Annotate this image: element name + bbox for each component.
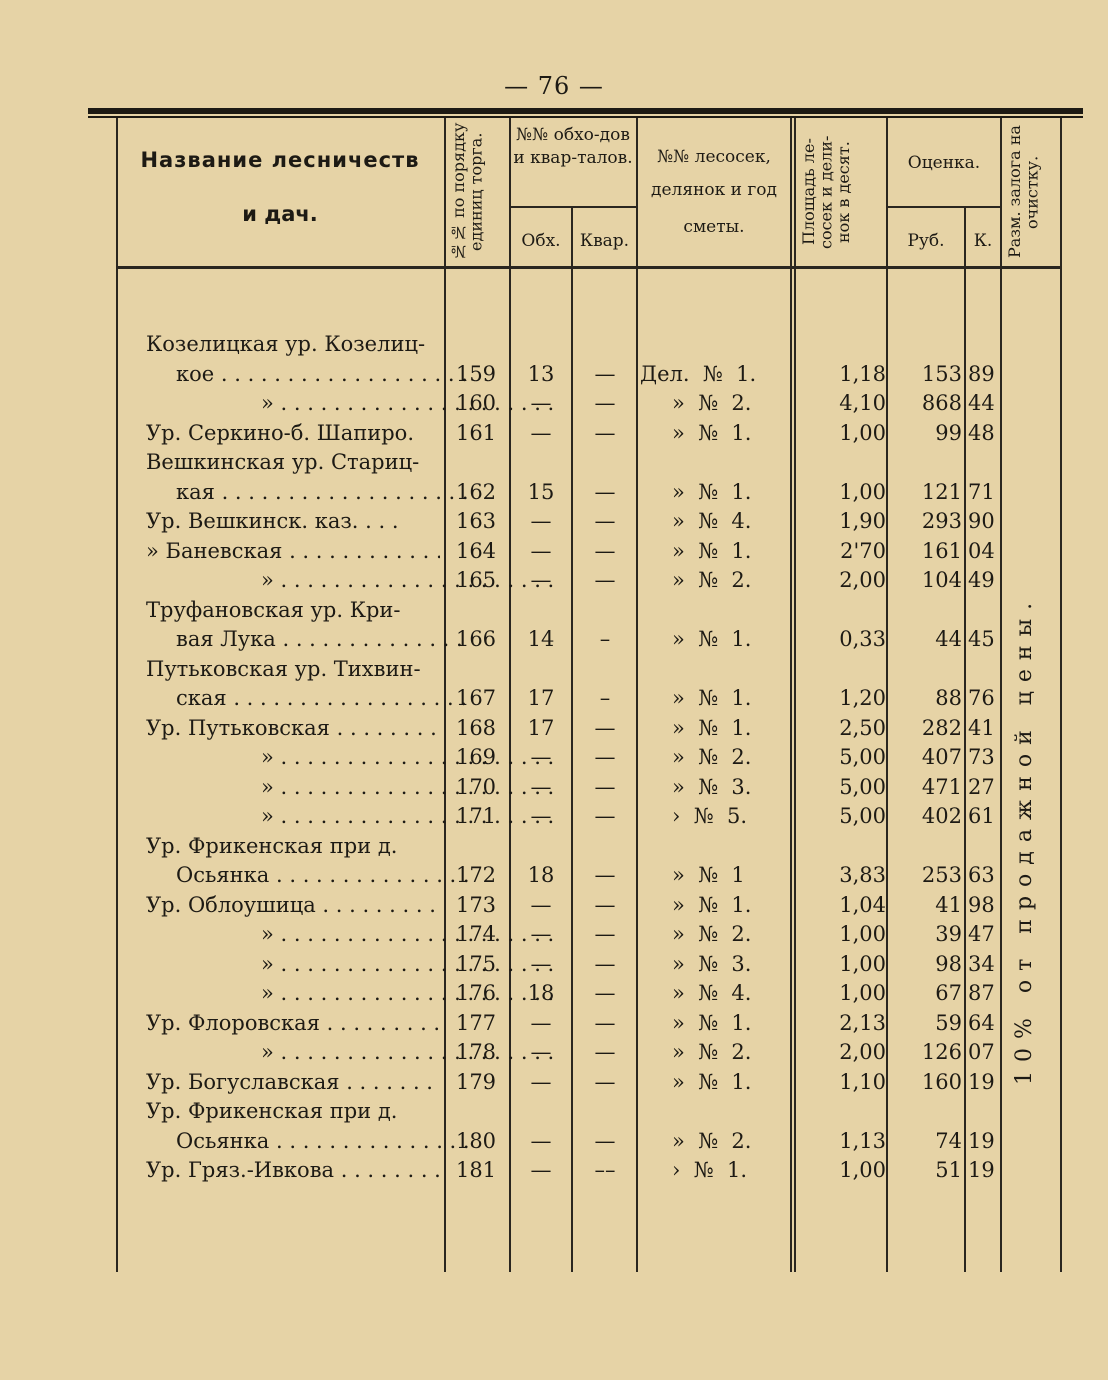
- row-obhod: —: [530, 1128, 552, 1153]
- row-lot-number: 159: [455, 361, 497, 386]
- row-area: 1,00: [839, 420, 886, 445]
- table-row: [116, 716, 1062, 745]
- row-obhod: —: [530, 745, 552, 769]
- row-name: » . . .: [146, 568, 555, 592]
- row-rub: 282: [921, 715, 962, 740]
- table-row: [116, 893, 1062, 922]
- header-rub: Руб.: [907, 231, 945, 251]
- row-lot-number: 177: [455, 1010, 497, 1035]
- row-area: 1,18: [839, 361, 886, 386]
- row-kvartal: —: [594, 981, 616, 1005]
- row-obhod: 15: [527, 479, 555, 504]
- table-row: [116, 568, 1062, 597]
- row-obhod: 13: [527, 361, 555, 386]
- row-name: ская . . .: [176, 686, 470, 710]
- row-lesoseka: » № 1.: [672, 1010, 752, 1035]
- row-kop: 27: [968, 774, 995, 799]
- row-area: 5,00: [839, 774, 886, 799]
- row-lot-number: 167: [455, 686, 497, 710]
- row-rub: 471: [921, 774, 962, 799]
- row-kop: 98: [968, 892, 995, 917]
- row-lesoseka: » № 1.: [672, 686, 752, 710]
- row-kvartal: —: [594, 1128, 616, 1153]
- table-row: [116, 1129, 1062, 1158]
- row-obhod: —: [530, 922, 552, 946]
- row-lesoseka: › № 5.: [672, 804, 748, 828]
- row-lot-number: 180: [455, 1128, 497, 1153]
- row-rub: 99: [935, 420, 962, 445]
- table-row: [116, 922, 1062, 951]
- header-zalog: Разм. залога на очистку.: [1005, 125, 1042, 259]
- row-name: вая Лука . . .: [176, 627, 470, 651]
- row-lesoseka: » № 3.: [672, 951, 752, 976]
- row-name: » . . .: [146, 391, 555, 415]
- row-lesoseka: » № 1.: [672, 627, 752, 651]
- table-row: [116, 421, 1062, 450]
- row-kvartal: –: [599, 686, 611, 710]
- row-rub: 153: [921, 361, 962, 386]
- row-kop: 07: [968, 1040, 995, 1064]
- row-obhod: —: [530, 568, 552, 592]
- row-lesoseka: » № 1: [672, 863, 745, 887]
- row-lot-number: 171: [455, 804, 497, 828]
- row-name: Вешкинская ур. Стариц-: [146, 450, 420, 474]
- header-lesoseki: [638, 146, 790, 239]
- row-lot-number: 170: [455, 774, 497, 799]
- row-area: 5,00: [839, 745, 886, 769]
- row-kvartal: ––: [594, 1158, 616, 1182]
- row-name: » . . .: [146, 1040, 555, 1064]
- row-lot-number: 164: [455, 538, 497, 563]
- table-row: [116, 834, 1062, 863]
- row-kop: 71: [968, 479, 995, 504]
- row-lot-number: 176: [455, 981, 497, 1005]
- row-name: Ур. Облоушица . . .: [146, 893, 440, 917]
- table-row: [116, 332, 1062, 361]
- row-lesoseka: Дел. № 1.: [640, 361, 757, 386]
- row-lesoseka: » № 2.: [672, 745, 752, 769]
- row-rub: 293: [921, 509, 962, 533]
- forestry-table: [116, 118, 1062, 1272]
- top-rule: [88, 108, 1083, 114]
- row-lot-number: 163: [455, 509, 497, 533]
- row-rub: 98: [935, 951, 962, 976]
- row-name: Путьковская ур. Тихвин-: [146, 656, 421, 681]
- row-rub: 402: [921, 804, 962, 828]
- row-kvartal: —: [594, 1069, 616, 1094]
- row-name: » . . .: [146, 775, 555, 799]
- row-kop: 41: [968, 715, 995, 740]
- row-lesoseka: » № 1.: [672, 892, 752, 917]
- row-obhod: —: [530, 1158, 552, 1182]
- row-obhod: 14: [527, 627, 555, 651]
- row-lesoseka: » № 4.: [672, 981, 752, 1005]
- header-ocenka: Оценка.: [907, 153, 981, 173]
- row-lesoseka: » № 3.: [672, 774, 752, 799]
- row-lot-number: 161: [455, 420, 497, 445]
- row-name: » . . .: [146, 981, 555, 1005]
- row-obhod: 18: [527, 981, 555, 1005]
- row-area: 1,04: [839, 892, 886, 917]
- row-lot-number: 168: [455, 715, 497, 740]
- row-kvartal: —: [594, 715, 616, 740]
- table-row: [116, 1011, 1062, 1040]
- row-name: » . . .: [146, 745, 555, 769]
- table-row: [116, 1099, 1062, 1128]
- row-area: 2,00: [839, 1040, 886, 1064]
- row-area: 3,83: [839, 863, 886, 887]
- row-kvartal: —: [594, 420, 616, 445]
- table-row: [116, 804, 1062, 833]
- row-area: 1,00: [839, 922, 886, 946]
- row-lesoseka: » № 1.: [672, 538, 752, 563]
- row-obhod: —: [530, 420, 552, 445]
- row-area: 1,10: [839, 1069, 886, 1094]
- row-kop: 19: [968, 1128, 995, 1153]
- row-kvartal: —: [594, 538, 616, 563]
- header-area: Площадь ле-сосек и дели-нок в десят.: [799, 135, 854, 249]
- table-row: [116, 391, 1062, 420]
- row-rub: 59: [935, 1010, 962, 1035]
- row-kvartal: —: [594, 745, 616, 769]
- table-row: [116, 863, 1062, 892]
- row-kvartal: —: [594, 361, 616, 386]
- row-name: Козелицкая ур. Козелиц-: [146, 332, 426, 356]
- row-obhod: —: [530, 1040, 552, 1064]
- row-area: 2'70: [840, 538, 886, 563]
- table-row: [116, 1070, 1062, 1099]
- row-kop: 64: [968, 1010, 995, 1035]
- header-lesoseki-line1: №№ лесосек,: [657, 147, 771, 167]
- row-name: Ур. Богуславская . . .: [146, 1070, 440, 1094]
- row-obhod: 17: [527, 686, 555, 710]
- row-lot-number: 162: [455, 479, 497, 504]
- row-name: Ур. Гряз.-Ивкова . . .: [146, 1158, 440, 1182]
- row-kvartal: —: [594, 509, 616, 533]
- row-rub: 161: [921, 538, 962, 563]
- row-kop: 87: [968, 981, 995, 1005]
- row-obhod: —: [530, 1069, 552, 1094]
- header-obhod: Обх.: [521, 231, 561, 251]
- row-obhod: —: [530, 951, 552, 976]
- row-obhod: —: [530, 774, 552, 799]
- row-name: » . . .: [146, 952, 555, 976]
- row-obhod: —: [530, 509, 552, 533]
- page-number: — 76 —: [504, 72, 604, 100]
- row-lot-number: 173: [455, 892, 497, 917]
- table-row: [116, 981, 1062, 1010]
- row-kop: 45: [968, 627, 995, 651]
- row-name: Осьянка . . .: [176, 863, 470, 887]
- row-area: 2,13: [839, 1010, 886, 1035]
- table-row: [116, 480, 1062, 509]
- row-area: 1,90: [839, 509, 886, 533]
- row-lesoseka: » № 2.: [672, 391, 752, 415]
- header-kvartal: Квар.: [579, 231, 630, 251]
- row-name: кое . . .: [176, 362, 470, 386]
- row-area: 4,10: [839, 391, 886, 415]
- table-row: [116, 686, 1062, 715]
- row-lot-number: 165: [455, 568, 497, 592]
- row-kvartal: —: [594, 1040, 616, 1064]
- table-row: [116, 1158, 1062, 1187]
- row-lot-number: 160: [455, 391, 497, 415]
- row-area: 1,00: [839, 479, 886, 504]
- row-lesoseka: » № 4.: [672, 509, 752, 533]
- row-rub: 41: [935, 892, 962, 917]
- table-row: [116, 952, 1062, 981]
- row-lesoseka: » № 2.: [672, 1128, 752, 1153]
- row-kop: 44: [968, 391, 995, 415]
- row-obhod: 18: [527, 863, 555, 887]
- row-kop: 63: [968, 863, 995, 887]
- row-lesoseka: » № 2.: [672, 1040, 752, 1064]
- row-name: Труфановская ур. Кри-: [146, 597, 401, 622]
- table-row: [116, 627, 1062, 656]
- row-kop: 04: [968, 538, 995, 563]
- row-lesoseka: » № 1.: [672, 715, 752, 740]
- row-name: » . . .: [146, 922, 555, 946]
- row-lesoseka: › № 1.: [672, 1158, 748, 1182]
- row-name: кая . . .: [176, 480, 470, 504]
- row-area: 1,00: [839, 1158, 886, 1182]
- row-rub: 44: [935, 627, 962, 651]
- row-obhod: —: [530, 391, 552, 415]
- row-kvartal: —: [594, 1010, 616, 1035]
- row-obhod: —: [530, 892, 552, 917]
- header-lesoseki-line2: делянок и год: [651, 179, 777, 200]
- row-rub: 39: [935, 922, 962, 946]
- row-kop: 90: [968, 509, 995, 533]
- row-rub: 253: [921, 863, 962, 887]
- row-kop: 89: [968, 361, 995, 386]
- deposit-note: 10% от продажной цены.: [1012, 593, 1037, 1085]
- row-kop: 48: [968, 420, 995, 445]
- row-kvartal: —: [594, 951, 616, 976]
- table-row: [116, 509, 1062, 538]
- header-kop: К.: [973, 231, 993, 251]
- row-lot-number: 172: [455, 863, 497, 887]
- table-row: [116, 450, 1062, 479]
- row-area: 1,00: [839, 951, 886, 976]
- header-lot-number: №№ по порядку единиц торга.: [449, 122, 486, 262]
- row-rub: 74: [935, 1128, 962, 1153]
- table-row: [116, 745, 1062, 774]
- row-rub: 121: [921, 479, 962, 504]
- row-lot-number: 179: [455, 1069, 497, 1094]
- row-obhod: —: [530, 804, 552, 828]
- row-kop: 61: [968, 804, 995, 828]
- row-lot-number: 175: [455, 951, 497, 976]
- table-row: [116, 539, 1062, 568]
- row-rub: 88: [935, 686, 962, 710]
- row-lot-number: 166: [455, 627, 497, 651]
- row-rub: 51: [935, 1158, 962, 1182]
- row-kop: 47: [968, 922, 995, 946]
- row-lesoseka: » № 2.: [672, 922, 752, 946]
- row-lot-number: 169: [455, 745, 497, 769]
- row-name: » . . .: [146, 804, 555, 828]
- row-kvartal: —: [594, 568, 616, 592]
- row-kvartal: —: [594, 892, 616, 917]
- row-kop: 19: [968, 1069, 995, 1094]
- row-area: 2,50: [839, 715, 886, 740]
- row-area: 1,13: [839, 1128, 886, 1153]
- row-kvartal: —: [594, 479, 616, 504]
- row-name: Ур. Вешкинск. каз. . . .: [146, 509, 399, 533]
- row-name: » Баневская . . .: [146, 539, 440, 563]
- row-rub: 126: [921, 1040, 962, 1064]
- row-kvartal: —: [594, 863, 616, 887]
- row-obhod: —: [530, 1010, 552, 1035]
- table-row: [116, 362, 1062, 391]
- row-kop: 73: [968, 745, 995, 769]
- row-name: Ур. Путьковская . . .: [146, 716, 440, 740]
- row-kvartal: —: [594, 774, 616, 799]
- row-lesoseka: » № 2.: [672, 568, 752, 592]
- row-lesoseka: » № 1.: [672, 479, 752, 504]
- row-area: 0,33: [839, 627, 886, 651]
- row-rub: 104: [921, 568, 962, 592]
- table-row: [116, 1040, 1062, 1069]
- table-row: [116, 775, 1062, 804]
- row-obhod: 17: [527, 715, 555, 740]
- row-lot-number: 178: [455, 1040, 497, 1064]
- row-name: Осьянка . . .: [176, 1129, 470, 1153]
- header-obhody-group: №№ обхо-дов и квар-талов.: [513, 125, 633, 168]
- row-kop: 34: [968, 951, 995, 976]
- row-name: Ур. Фрикенская при д.: [146, 833, 398, 858]
- row-area: 1,20: [839, 686, 886, 710]
- header-name: [116, 146, 444, 229]
- row-kvartal: —: [594, 391, 616, 415]
- row-kop: 19: [968, 1158, 995, 1182]
- row-area: 1,00: [839, 981, 886, 1005]
- header-lesoseki-line3: сметы.: [683, 216, 745, 237]
- row-rub: 160: [921, 1069, 962, 1094]
- row-rub: 67: [935, 981, 962, 1005]
- row-lot-number: 174: [455, 922, 497, 946]
- row-kop: 49: [968, 568, 995, 592]
- row-kop: 76: [968, 686, 995, 710]
- row-kvartal: –: [599, 627, 611, 651]
- header-name-line2: и дач.: [242, 202, 318, 227]
- row-name: Ур. Фрикенская при д.: [146, 1099, 398, 1123]
- row-rub: 868: [921, 391, 962, 415]
- row-lot-number: 181: [455, 1158, 497, 1182]
- row-kvartal: —: [594, 922, 616, 946]
- row-obhod: —: [530, 538, 552, 563]
- table-row: [116, 598, 1062, 627]
- row-lesoseka: » № 1.: [672, 420, 752, 445]
- row-name: Ур. Флоровская . . .: [146, 1011, 440, 1035]
- header-name-line1: Название лесничеств: [140, 148, 420, 172]
- row-area: 5,00: [839, 804, 886, 828]
- row-lesoseka: » № 1.: [672, 1069, 752, 1094]
- row-area: 2,00: [839, 568, 886, 592]
- row-name: Ур. Серкино-б. Шапиро.: [146, 420, 414, 445]
- row-rub: 407: [921, 745, 962, 769]
- table-row: [116, 657, 1062, 686]
- row-kvartal: —: [594, 804, 616, 828]
